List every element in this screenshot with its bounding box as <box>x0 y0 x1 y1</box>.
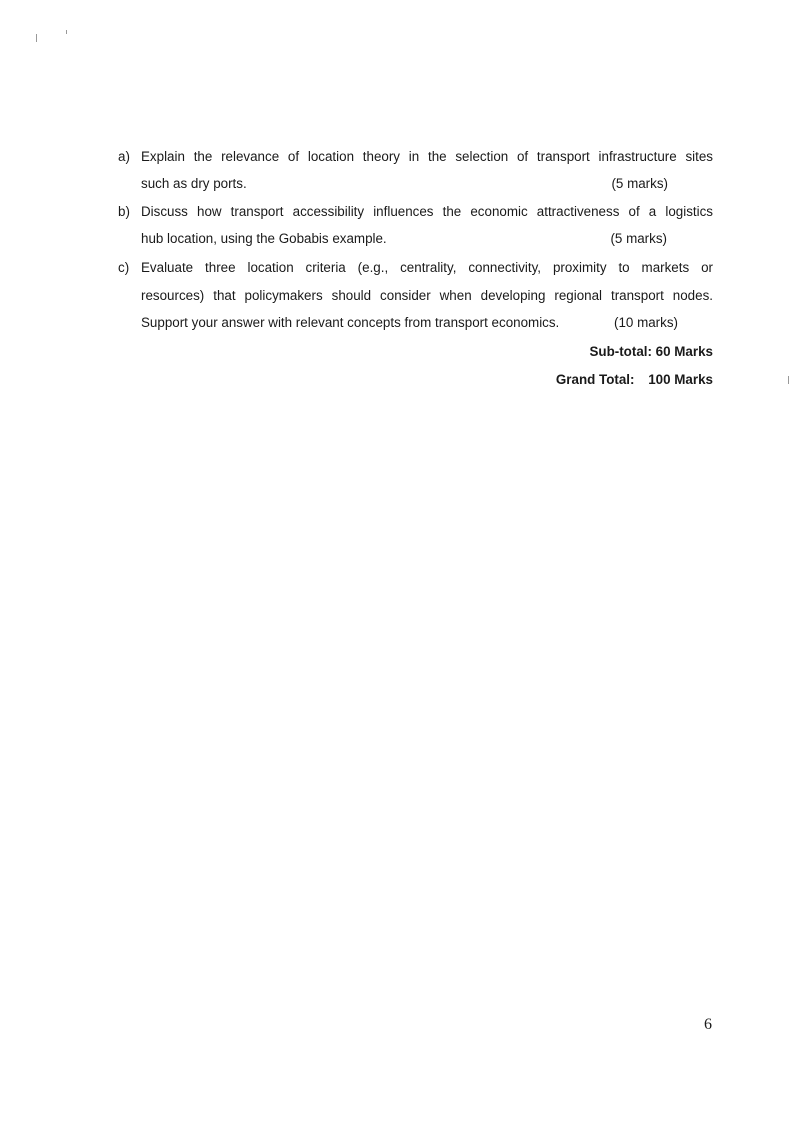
question-label: a) <box>118 149 130 164</box>
question-line <box>141 314 678 332</box>
question-line <box>141 175 668 193</box>
scan-artifact <box>788 376 789 384</box>
question-text: Evaluate three location criteria (e.g., centrality, connectivity, proximity to markets or <box>141 260 713 275</box>
question-text: hub location, using the Gobabis example. <box>141 231 387 246</box>
question-text: such as dry ports. <box>141 176 247 191</box>
question-label: b) <box>118 204 130 219</box>
page-number: 6 <box>704 1016 712 1033</box>
marks-allocation: (10 marks) <box>614 315 678 330</box>
grand-total-label: Grand Total: <box>555 372 635 387</box>
scan-artifact <box>66 30 67 34</box>
marks-allocation: (5 marks) <box>611 176 668 191</box>
scan-artifact <box>36 34 37 42</box>
question-text: Support your answer with relevant concepts from transport economics. <box>141 315 560 330</box>
question-text: Discuss how transport accessibility influences the economic attractiveness of a logistics <box>141 204 713 219</box>
question-line <box>141 230 667 248</box>
subtotal: Sub-total: 60 Marks <box>589 344 713 359</box>
question-text: resources) that policymakers should consider when developing regional transport nodes. <box>141 288 713 303</box>
grand-total-value: 100 Marks <box>648 372 713 387</box>
question-text: Explain the relevance of location theory in the selection of transport infrastructure sites <box>141 149 713 164</box>
question-label: c) <box>118 260 130 275</box>
marks-allocation: (5 marks) <box>610 231 667 246</box>
grand-total <box>556 371 713 389</box>
